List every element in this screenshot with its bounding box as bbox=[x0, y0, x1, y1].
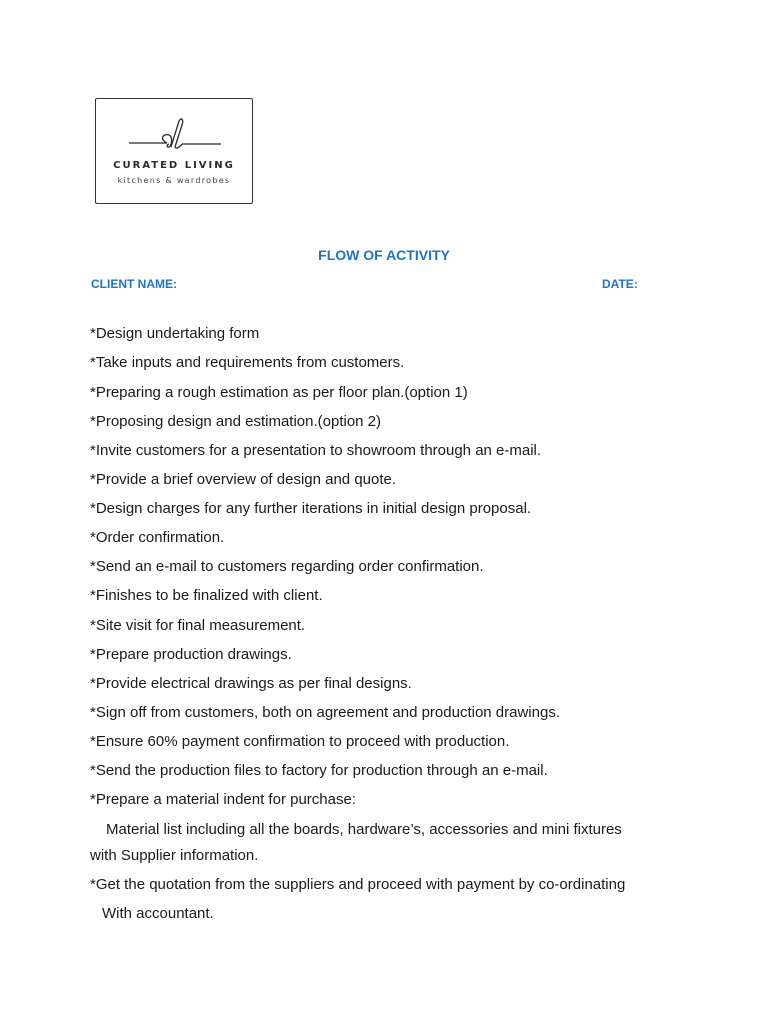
step-sub-item: Material list including all the boards, hardware’s, accessories and mini fixtures bbox=[106, 821, 622, 838]
step-item: *Send the production files to factory for production through an e-mail. bbox=[90, 762, 548, 779]
step-item: *Send an e-mail to customers regarding order confirmation. bbox=[90, 558, 484, 575]
step-item: *Order confirmation. bbox=[90, 529, 225, 546]
step-item: *Proposing design and estimation.(option 2) bbox=[90, 413, 382, 430]
logo-tagline: kitchens & wardrobes bbox=[117, 176, 231, 185]
step-item: *Provide electrical drawings as per final designs. bbox=[90, 675, 412, 692]
step-item: *Ensure 60% payment confirmation to proceed with production. bbox=[90, 733, 510, 750]
company-logo bbox=[95, 98, 253, 204]
step-item: *Preparing a rough estimation as per floor plan.(option 1) bbox=[90, 384, 468, 401]
curated-living-monogram-icon bbox=[129, 117, 221, 157]
step-item: *Design charges for any further iterations in initial design proposal. bbox=[90, 500, 532, 517]
step-item: *Invite customers for a presentation to showroom through an e-mail. bbox=[90, 442, 542, 459]
step-item: *Get the quotation from the suppliers and proceed with payment by co-ordinating bbox=[90, 876, 626, 893]
step-item: *Provide a brief overview of design and quote. bbox=[90, 471, 397, 488]
step-item: *Sign off from customers, both on agreement and production drawings. bbox=[90, 704, 560, 721]
step-sub-item: with Supplier information. bbox=[90, 847, 259, 864]
step-sub-item: With accountant. bbox=[102, 905, 214, 922]
step-item: *Site visit for final measurement. bbox=[90, 617, 306, 634]
document-title: FLOW OF ACTIVITY bbox=[318, 247, 450, 263]
step-item: *Finishes to be finalized with client. bbox=[90, 587, 323, 604]
step-item: *Prepare a material indent for purchase: bbox=[90, 791, 356, 808]
step-item: *Design undertaking form bbox=[90, 325, 260, 342]
date-label: DATE: bbox=[602, 277, 638, 291]
step-item: *Prepare production drawings. bbox=[90, 646, 292, 663]
logo-name: CURATED LIVING bbox=[113, 160, 235, 171]
client-name-label: CLIENT NAME: bbox=[91, 277, 177, 291]
step-item: *Take inputs and requirements from customers. bbox=[90, 354, 405, 371]
